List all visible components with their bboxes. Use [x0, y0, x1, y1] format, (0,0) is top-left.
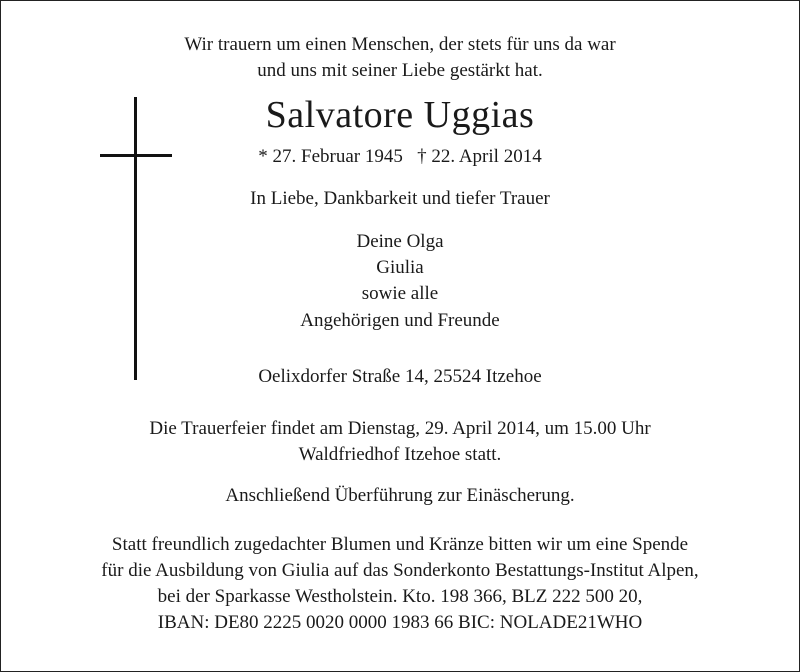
cremation-line: Anschließend Überführung zur Einäscherung.	[225, 485, 575, 506]
donation-line-2: für die Ausbildung von Giulia auf das Sonderkonto Bestattungs-Institut Alpen,	[101, 560, 699, 581]
ceremony-line-2: Waldfriedhof Itzehoe statt.	[298, 444, 502, 465]
address: Oelixdorfer Straße 14, 25524 Itzehoe	[258, 366, 542, 387]
mourner-4: Angehörigen und Freunde	[300, 310, 500, 331]
ceremony-line-1: Die Trauerfeier findet am Dienstag, 29. April 2014, um 15.00 Uhr	[149, 418, 651, 439]
mourner-3: sowie alle	[361, 283, 439, 304]
sentiment-line: In Liebe, Dankbarkeit und tiefer Trauer	[250, 188, 550, 209]
donation-line-3: bei der Sparkasse Westholstein. Kto. 198 366, BLZ 222 500 20,	[157, 586, 643, 607]
intro-line-1: Wir trauern um einen Menschen, der stets für uns da war	[184, 34, 616, 55]
life-dates: * 27. Februar 1945 † 22. April 2014	[258, 146, 542, 167]
deceased-name: Salvatore Uggias	[265, 94, 535, 136]
mourner-1: Deine Olga	[356, 231, 444, 252]
mourner-2: Giulia	[376, 257, 424, 278]
donation-line-1: Statt freundlich zugedachter Blumen und Kränze bitten wir um eine Spende	[111, 534, 689, 555]
donation-line-4: IBAN: DE80 2225 0020 0000 1983 66 BIC: NOLADE21WHO	[157, 612, 643, 633]
intro-line-2: und uns mit seiner Liebe gestärkt hat.	[257, 60, 543, 81]
